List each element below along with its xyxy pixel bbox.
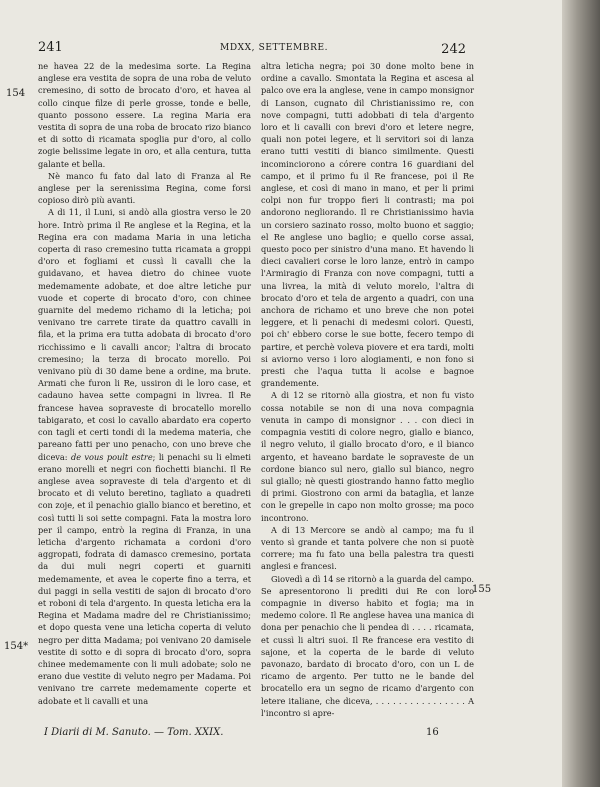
paragraph: Nè manco fu fato dal lato di Franza al Re anglese per la serenissima Regina, come forsi copioso dirò più avanti.	[38, 170, 251, 206]
text-run: A di 11, il Luni, si andò alla giostra verso le 20 hore. Intrò prima il Re anglese et la Regina, et la Regina era con madama Maria in una leticha coperta di raso cremesino tutta ricamata a groppi d'oro et fogliami et cussì li cavalli che la guidavano, et havea dietro do chinee vuote medemamente adobate, et doe altre letiche pur vuode et coperte di brocato d'oro, con chinee guarnite del medemo richamo di la leticha; poi venivano tre carrete tirate da quattro cavalli in fila, et la prima era tutta adobata di brocato d'oro ricchissimo e li cavalli ancor; l'altra di brocato cremesino; la terza di brocato morello. Poi venivano più di 30 dame bene a ordine, ma brute. Armati che furon li Re, ussiron di le loro case, et cadauno havea sette compagni in livrea. Il Re francese havea sopraveste di brocatello morello tabigarato, et cosi lo cavallo abardato era coperto con tagli et certi tondi di la medema materia, che pareano fatti per uno penacho, con uno breve che diceva:	[38, 207, 251, 462]
running-title: MDXX, SETTEMBRE.	[220, 43, 329, 53]
text-run: ; li penachi su li elmeti erano morelli et negri con fiochetti bianchi. Il Re anglese avea sopraveste di tela d'argento et di brocato et di veluto beretino, tagliato a quadreti con zoje, et il penachio giallo bianco et beretino, et così tutti li soi sette compagni. Fata la mostra loro per il campo, entrò la regina di Franza, in una leticha d'argento richamata a cordoni d'oro aggropati, fodrata di damasco cremesino, portata da dui muli negri coperti et guarniti medemamente, et avea le coperte fino a terra, et dui paggi in sella vestiti de sajon di brocato d'oro et roboni di tela d'argento. In questa leticha era la Regina et Madama madre del re Christianissimo; et dopo questa vene una leticha coperta di veluto negro per ditta Madama; poi venivano 20 damisele vestite di sotto e di sopra di brocato d'oro, sopra chinee medemamente con li muli adobate; solo ne erano due vestite di veluto negro per Madama. Poi venivano tre carrete medemamente coperte et adobate et li cavalli et una	[38, 451, 251, 706]
paragraph: altra leticha negra; poi 30 done molto bene in ordine a cavallo. Smontata la Regina et ascesa al palco ove era la anglese, vene in campo monsignor di Lanson, cugnato dil Christianissimo re, con nove compagni, tutti adobbati di tela d'argento loro et li cavalli con brevi d'oro et letere negre, quali non potei legere, et li servitori soi di lanza erano tutti vestiti di bianco similmente. Questi incominciorono a córere contra 16 guardiani del campo, et il primo fu il Re francese, poi il Re anglese, et così di mano in mano, et per li primi colpi non fur troppo fieri li contrasti; ma poi andorono negliorando. Il re Christianissimo havia un corsiero sazinato rosso, molto buono et saggio; el Re anglese uno baglio; e quello corse assai, questo poco per sinistro d'una mano. Et havendo li dieci cavalieri corse le loro lanze, entrò in campo l'Armiragio di Franza con nove compagni, tutti a una livrea, la mità di veluto morelo, l'altra di brocato d'oro et tela de argento a quadri, con una anchora de richamo et uno breve che non potei leggere, et li penachi di medesmi colori. Questi, poi ch' ebbero corse le sue botte, fecero tempo di partire, et perchè voleva piovere et era tardi, molti si aviorno verso i loro alogiamenti, e non fono si presti che l'aqua tutta li acolse e bagnoe grandemente.	[261, 61, 474, 389]
margin-number-155: 155	[472, 584, 492, 595]
running-header	[38, 40, 466, 58]
signature-mark: 16	[426, 727, 439, 738]
left-column	[38, 60, 251, 707]
motto-italic: de vous poult estre	[70, 451, 153, 462]
paragraph: A di 13 Mercore se andò al campo; ma fu il vento sì grande et tanta polvere che non si puotè correre; ma fu fato una bella palestra tra questi anglesi e francesi.	[261, 524, 474, 572]
margin-number-154-star: 154*	[4, 641, 29, 652]
paragraph: ne havea 22 de la medesima sorte. La Regina anglese era vestita de sopra de una roba de veluto cremesino, di sotto de brocato d'oro, et havea al collo cinque filze di perle grosse, tonde e belle, quanto possono essere. La regina Maria era vestita di sopra de una roba de brocato rizo bianco et di sotto di ricamata spoglia pur d'oro, al collo zogie belissime legate in oro, et alla centura, tutta galante et bella.	[38, 61, 251, 169]
paragraph	[38, 206, 251, 706]
paragraph: A di 12 se ritornò alla giostra, et non fu visto cossa notabile se non di una nova compagnia venuta in campo di monsignor . . . con dieci in compagnia vestiti di colore negro, giallo e bianco, il negro veluto, il giallo brocato d'oro, e il bianco argento, et haveano bardate le sopraveste de un cordone bianco sul nero, giallo sul bianco, negro sul giallo; nè questi giostrando hanno fatto meglio di primi. Giostrono con armi da bataglia, et lanze con le grepelle in capo non molto grosse; ma poco incontrono.	[261, 390, 474, 523]
margin-number-154: 154	[6, 88, 26, 99]
paragraph: Giovedì a dì 14 se ritornò a la guarda del campo. Se apresentorono li prediti dui Re con loro compagnie in diverso habito et fogia; ma in medemo colore. Il Re anglese havea una manica di dona per penachio che li pendea di . . . . ricamata, et cussì li altri suoi. Il Re francese era vestito di sajone, et la coperta de le barde di veluto pavonazo, bardato di brocato d'oro, con un L de ricamo de argento. Per tutto ne le bande del brocatello era un segno de ricamo d'argento con letere italiane, che diceva, . . . . . . . . . . . . . . . . A l'incontro si apre-	[261, 573, 474, 718]
right-column	[261, 60, 474, 719]
page-number-left: 241	[38, 40, 63, 55]
footer-title: I Diarii di M. Sanuto. — Tom. XXIX.	[44, 727, 224, 738]
page-number-right: 242	[441, 42, 466, 57]
page-edge-shadow	[562, 0, 600, 787]
